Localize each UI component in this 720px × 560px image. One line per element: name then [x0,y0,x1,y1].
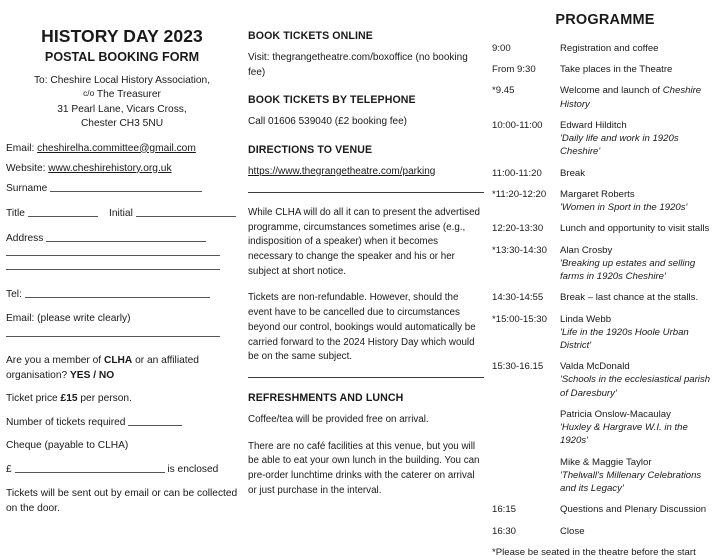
programme-entry-title-inline: Cheshire History [560,85,702,110]
programme-entry-name: Questions and Plenary Discussion [560,504,707,516]
programme-entry-name: Edward Hilditch [560,119,627,131]
programme-description [560,119,718,167]
initial-input-rule[interactable] [136,206,236,217]
programme-schedule-table [492,42,718,546]
programme-description [560,167,718,188]
programme-entry-name: Close [560,525,585,537]
programme-entry-talk-title: 'Huxley & Hargrave W.I. in the 1920s' [560,422,688,447]
programme-footnote: *Please be seated in the theatre before the start [492,546,696,558]
programme-row [492,188,718,222]
book-phone-body: Call 01606 539040 (£2 booking fee) [248,116,408,127]
section-divider-top [248,192,484,193]
programme-description [560,244,718,292]
initial-label: Initial [109,207,133,219]
email-input-rule[interactable] [6,336,220,337]
booking-info-column [248,0,484,510]
tel-label: Tel: [6,289,22,301]
care-of-symbol: c/o [83,88,95,99]
programme-description [560,222,718,243]
ticket-price-post: per person. [77,392,132,404]
address-line-3: 31 Pearl Lane, Vicars Cross, [57,103,187,115]
programme-entry-name: Margaret Roberts [560,188,635,200]
programme-row [492,42,718,63]
programme-row [492,222,718,243]
surname-input-rule[interactable] [50,181,202,192]
programme-row [492,360,718,503]
programme-description [560,525,718,546]
programme-description [560,63,718,84]
address-line-2 [6,88,238,102]
programme-time: 9:00 [492,43,511,54]
tickets-required-field[interactable] [6,415,238,431]
programme-entry-name: Lunch and opportunity to visit stalls [560,223,710,235]
book-online-body: Visit: thegrangetheatre.com/boxoffice (no booking fee) [248,52,468,78]
programme-time: 15:30-16.15 [492,361,544,373]
programme-sub-entry [560,408,718,448]
cheque-line: Cheque (payable to CLHA) [6,440,129,452]
book-online-heading: BOOK TICKETS ONLINE [248,30,373,42]
programme-sub-entry [560,456,718,496]
membership-org: CLHA [103,355,133,367]
programme-row [492,84,718,118]
postal-booking-form-column [6,0,238,526]
book-phone-heading: BOOK TICKETS BY TELEPHONE [248,94,416,106]
surname-field[interactable] [6,181,238,197]
email-label: Email: [6,142,35,154]
programme-description [560,503,718,524]
programme-time: 11:00-11:20 [492,167,542,179]
programme-description [560,291,718,312]
address-input-rule-3[interactable] [6,269,220,270]
programme-description [560,360,718,503]
programme-entry-name: Valda McDonald [560,361,630,373]
amount-currency-label: £ [6,464,12,476]
programme-row [492,525,718,546]
programme-time: 10:00-11:00 [492,119,543,131]
surname-label: Surname [6,183,48,195]
tickets-required-label: Number of tickets required [6,416,126,428]
programme-time: 16:30 [492,525,517,537]
programme-entry-name: Patricia Onslow-Macaulay [560,408,671,420]
programme-entry-talk-title: 'Women in Sport in the 1920s' [560,202,688,214]
ticket-price-value: £15 [60,392,78,404]
programme-time: From 9:30 [492,64,536,76]
email-link[interactable]: cheshirelha.committee@gmail.com [37,142,196,154]
programme-description [560,84,718,118]
title-label: Title [6,207,25,219]
programme-description [560,42,718,63]
programme-entry-name: Alan Crosby [560,244,613,256]
postal-address-block [6,74,238,132]
website-contact-line [6,161,238,176]
page-title: HISTORY DAY 2023 [41,26,203,46]
address-line-4: Chester CH3 5NU [80,118,164,130]
membership-question-mid: or an affiliated organisation? [6,355,199,381]
programme-entry-talk-title: 'Daily life and work in 1920s Cheshire' [560,133,679,158]
programme-row [492,291,718,312]
membership-question [6,354,238,384]
address-field[interactable] [6,231,238,247]
programme-entry-talk-title: 'Breaking up estates and selling farms in 1920s Cheshire' [560,257,696,283]
programme-time: *15:00-15:30 [492,313,547,325]
programme-row [492,503,718,524]
address-label: Address [6,232,44,244]
disclaimer-refunds: Tickets are non-refundable. However, should the event have to be cancelled due to circumstances beyond our control, bookings would automatically be carried forward to the 2024 History Day which would be on the same subject. [248,292,476,363]
programme-entry-name: Break [560,167,586,179]
website-link[interactable]: www.cheshirehistory.org.uk [48,162,172,174]
email-contact-line [6,141,238,156]
section-divider-bottom [248,377,484,378]
title-input-rule[interactable] [28,206,98,217]
programme-time: 16:15 [492,504,517,516]
programme-description [560,313,718,361]
programme-description [560,188,718,222]
disclaimer-programme-changes: While CLHA will do all it can to present the advertised programme, circumstances sometimes arise (e.g., indisposition of a speaker) when it becomes necessary to change the speaker and his or her subject at short notice. [248,207,480,277]
programme-time: *13:30-14:30 [492,244,547,256]
amount-input-rule[interactable] [15,462,165,473]
refreshments-heading: REFRESHMENTS AND LUNCH [248,391,404,404]
programme-title: PROGRAMME [555,12,655,28]
programme-entry-name: Mike & Maggie Taylor [560,456,652,468]
membership-answer-options[interactable]: YES / NO [70,369,115,381]
programme-time: 12:20-13:30 [492,223,544,235]
programme-column [492,0,718,560]
directions-link-wrapper [248,165,484,180]
programme-row [492,167,718,188]
refreshments-coffee-note: Coffee/tea will be provided free on arrival. [248,413,429,425]
programme-entry-talk-title: 'Thelwall's Millenary Celebrations and its Legacy' [560,469,702,495]
website-label: Website: [6,162,46,174]
amount-enclosed-text: is enclosed [167,464,219,476]
ticket-price-pre: Ticket price [6,392,61,404]
programme-row [492,244,718,292]
programme-row [492,63,718,84]
programme-entry-name: Welcome and launch of Cheshire History [560,85,702,110]
programme-time: *11:20-12:20 [492,188,547,200]
refreshments-lunch-note: There are no café facilities at this venue, but you will be able to eat your own lunch in the building. You can pre-order lunchtime drinks with the caterer on arrival or just purchase in the interval. [248,440,480,496]
programme-entry-name: Linda Webb [560,313,612,325]
programme-time: *9.45 [492,85,515,97]
title-initial-field[interactable] [6,206,238,222]
page-subtitle: POSTAL BOOKING FORM [44,50,200,65]
programme-entry-name: Take places in the Theatre [560,64,673,76]
programme-entry-talk-title: 'Schools in the ecclesiastical parish of Daresbury' [560,374,711,399]
membership-question-pre: Are you a member of [6,355,104,367]
directions-heading: DIRECTIONS TO VENUE [248,143,373,156]
ticket-price-line [6,392,238,407]
programme-row [492,313,718,361]
programme-entry-name: Registration and coffee [560,43,659,54]
address-input-rule-2[interactable] [6,255,220,256]
tickets-required-input-rule[interactable] [128,415,182,426]
address-line-1: To: Cheshire Local History Association, [33,74,211,86]
email-field-label: Email: (please write clearly) [6,313,131,325]
programme-entry-name: Break – last chance at the stalls. [560,292,699,304]
collection-note: Tickets will be sent out by email or can be collected on the door. [6,488,238,515]
programme-time: 14:30-14:55 [492,292,544,304]
amount-enclosed-field[interactable] [6,462,238,478]
tel-input-rule[interactable] [25,287,210,298]
address-input-rule-1[interactable] [46,231,206,242]
directions-link[interactable]: https://www.thegrangetheatre.com/parking [248,165,436,177]
address-line-2-text: The Treasurer [96,89,161,101]
programme-row [492,119,718,167]
programme-entry-talk-title: 'Life in the 1920s Hoole Urban District' [560,326,689,351]
tel-field[interactable] [6,287,238,303]
